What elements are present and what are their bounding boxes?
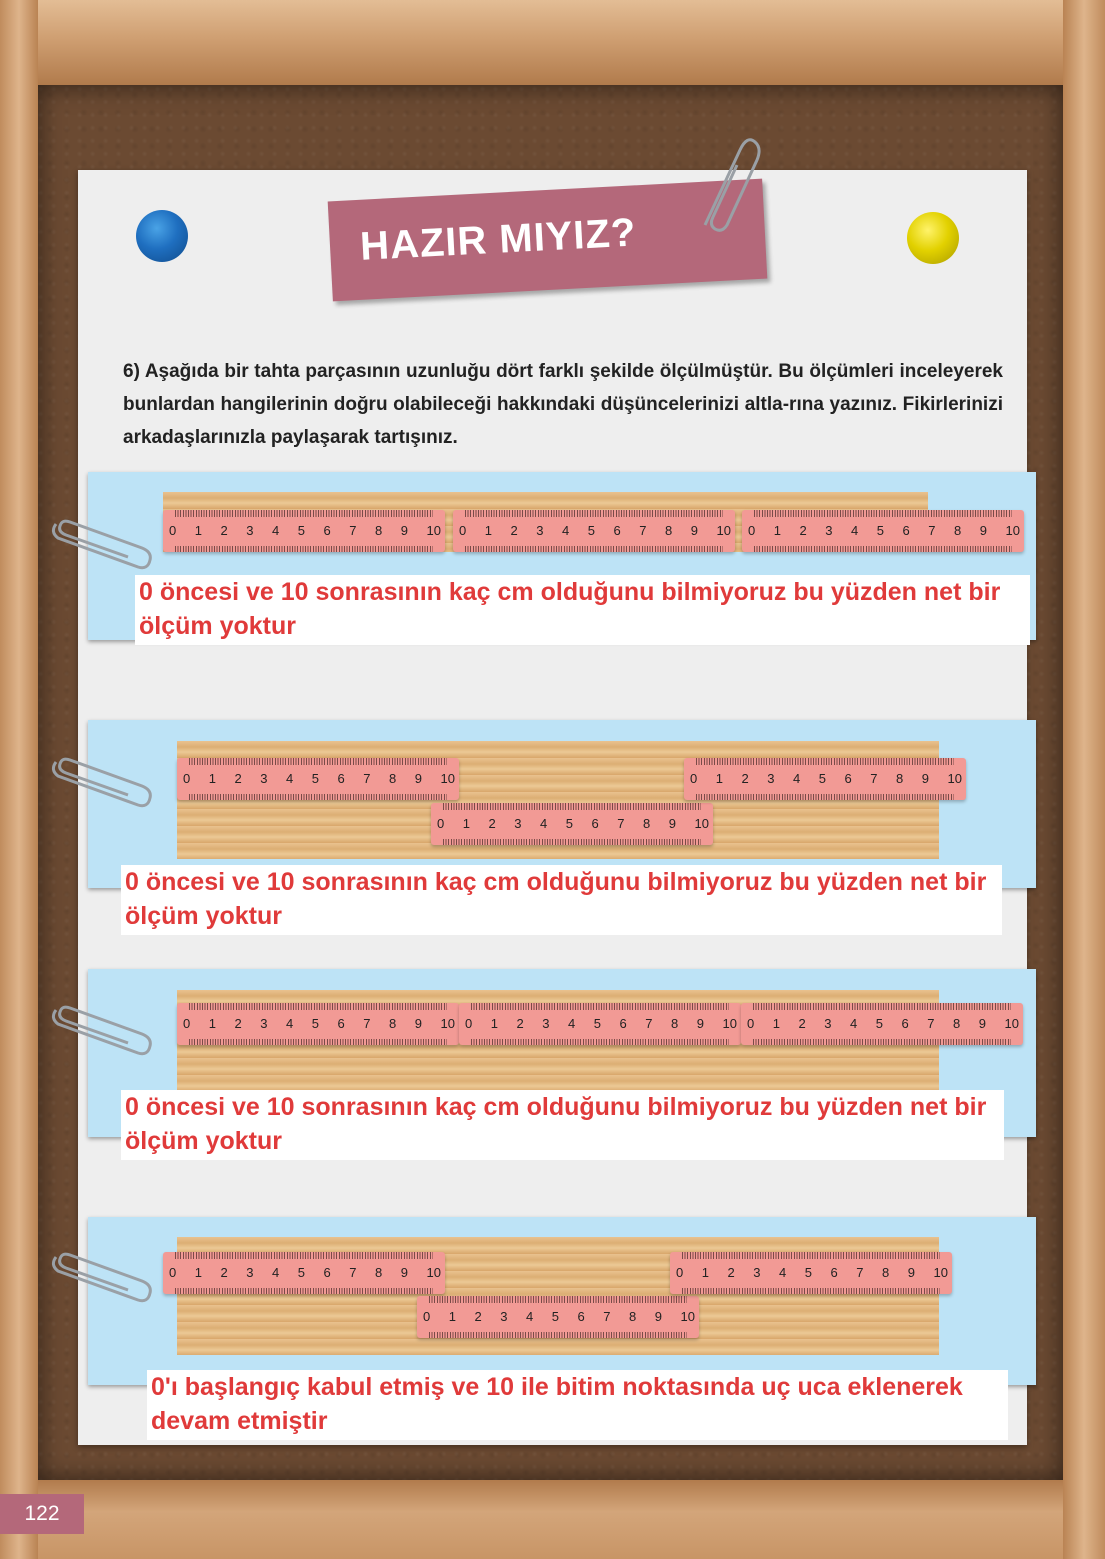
yellow-pushpin-icon xyxy=(907,212,959,264)
answer-text-1[interactable]: 0 öncesi ve 10 sonrasının kaç cm olduğunu bilmiyoruz bu yüzden net bir ölçüm yoktur xyxy=(135,575,1030,645)
ruler-scale: 0 1 2 3 4 5 6 7 8 9 10 xyxy=(183,1016,455,1031)
ruler xyxy=(684,758,966,800)
answer-text-3[interactable]: 0 öncesi ve 10 sonrasının kaç cm olduğunu bilmiyoruz bu yüzden net bir ölçüm yoktur xyxy=(121,1090,1004,1160)
frame-right-beam xyxy=(1063,0,1105,1559)
answer-text-4[interactable]: 0'ı başlangıç kabul etmiş ve 10 ile bitim noktasında uç uca eklenerek devam etmiştir xyxy=(147,1370,1008,1440)
ruler-scale: 0 1 2 3 4 5 6 7 8 9 10 xyxy=(747,1016,1019,1031)
page-title: HAZIR MIYIZ? xyxy=(359,210,638,269)
paperclip-icon xyxy=(48,1245,153,1305)
ruler-scale: 0 1 2 3 4 5 6 7 8 9 10 xyxy=(676,1265,948,1280)
blue-pushpin-icon xyxy=(136,210,188,262)
ruler xyxy=(177,1003,459,1045)
ruler xyxy=(670,1252,952,1294)
paperclip-icon xyxy=(48,750,153,810)
ruler xyxy=(742,510,1024,552)
ruler-scale: 0 1 2 3 4 5 6 7 8 9 10 xyxy=(465,1016,737,1031)
ruler-scale: 0 1 2 3 4 5 6 7 8 9 10 xyxy=(423,1309,695,1324)
paperclip-icon xyxy=(48,998,153,1058)
paperclip-icon xyxy=(695,130,765,240)
answer-text-2[interactable]: 0 öncesi ve 10 sonrasının kaç cm olduğunu bilmiyoruz bu yüzden net bir ölçüm yoktur xyxy=(121,865,1002,935)
ruler xyxy=(453,510,735,552)
ruler xyxy=(177,758,459,800)
ruler xyxy=(431,803,713,845)
frame-left-beam xyxy=(0,0,38,1559)
ruler-scale: 0 1 2 3 4 5 6 7 8 9 10 xyxy=(183,771,455,786)
ruler xyxy=(459,1003,741,1045)
frame-bottom-beam xyxy=(0,1480,1105,1559)
question-text: 6) Aşağıda bir tahta parçasının uzunluğu dört farklı şekilde ölçülmüştür. Bu ölçümleri inceleyerek bunlardan hangilerinin doğru olabileceği hakkındaki düşüncelerinizi altla-rına yazınız. Fikirlerinizi arkadaşlarınızla paylaşarak tartışınız. xyxy=(123,361,1003,448)
ruler-scale: 0 1 2 3 4 5 6 7 8 9 10 xyxy=(169,1265,441,1280)
ruler-scale: 0 1 2 3 4 5 6 7 8 9 10 xyxy=(748,523,1020,538)
ruler xyxy=(741,1003,1023,1045)
paperclip-icon xyxy=(48,512,153,572)
ruler-scale: 0 1 2 3 4 5 6 7 8 9 10 xyxy=(459,523,731,538)
ruler xyxy=(163,1252,445,1294)
ruler xyxy=(417,1296,699,1338)
page-number: 122 xyxy=(0,1494,84,1534)
ruler-scale: 0 1 2 3 4 5 6 7 8 9 10 xyxy=(437,816,709,831)
frame-top-beam xyxy=(0,0,1105,85)
ruler xyxy=(163,510,445,552)
ruler-scale: 0 1 2 3 4 5 6 7 8 9 10 xyxy=(690,771,962,786)
ruler-scale: 0 1 2 3 4 5 6 7 8 9 10 xyxy=(169,523,441,538)
